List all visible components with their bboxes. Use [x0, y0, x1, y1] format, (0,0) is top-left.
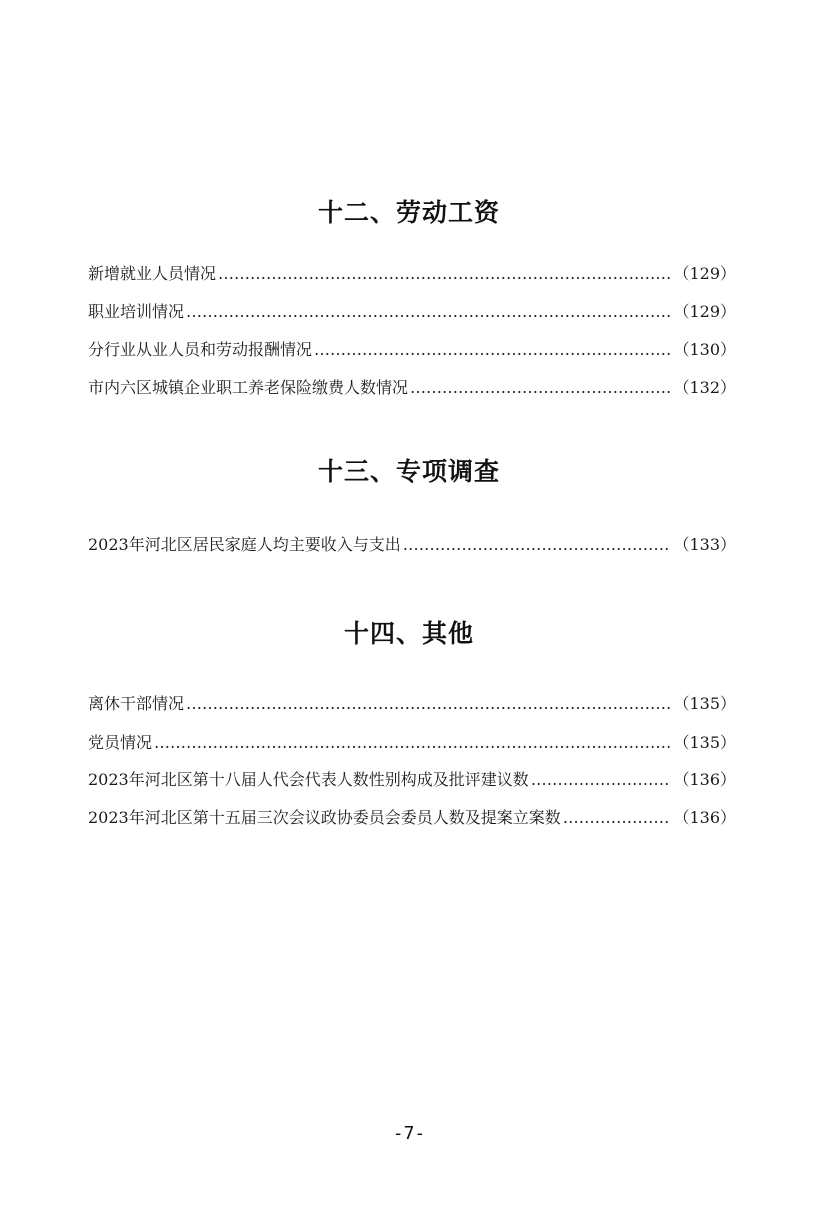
toc-entry-label: 新增就业人员情况 [88, 264, 217, 283]
toc-entry-page: （135） [673, 694, 736, 713]
toc-leader-dots [186, 692, 671, 716]
toc-entry-page: （132） [673, 378, 736, 397]
section-title-labor-wages: 十二、劳动工资 [317, 198, 500, 227]
toc-entry-page: （136） [673, 808, 736, 827]
toc-entry-label: 2023年河北区居民家庭人均主要收入与支出 [88, 535, 401, 554]
toc-leader-dots [218, 262, 671, 286]
toc-leader-dots [314, 338, 671, 362]
toc-leader-dots [154, 731, 671, 755]
page-number: -7- [392, 1123, 426, 1144]
toc-entry-label: 市内六区城镇企业职工养老保险缴费人数情况 [88, 378, 409, 397]
section-title-other: 十四、其他 [343, 619, 474, 648]
toc-entry[interactable] [88, 533, 736, 557]
toc-entry-label: 2023年河北区第十八届人代会代表人数性别构成及批评建议数 [88, 770, 529, 789]
toc-entry-label: 职业培训情况 [88, 302, 185, 321]
section-title-special-survey: 十三、专项调查 [317, 457, 500, 486]
toc-leader-dots [410, 376, 671, 400]
toc-entry[interactable] [88, 338, 736, 362]
toc-leader-dots [531, 768, 672, 792]
toc-entry-page: （135） [673, 733, 736, 752]
toc-entry-label: 党员情况 [88, 733, 153, 752]
toc-entry-label: 分行业从业人员和劳动报酬情况 [88, 340, 313, 359]
toc-entry[interactable] [88, 262, 736, 286]
toc-leader-dots [186, 300, 671, 324]
toc-entry-page: （129） [673, 302, 736, 321]
toc-entry-page: （130） [673, 340, 736, 359]
toc-entry[interactable] [88, 731, 736, 755]
toc-entry[interactable] [88, 806, 736, 830]
toc-entry-page: （136） [673, 770, 736, 789]
toc-entry[interactable] [88, 300, 736, 324]
toc-entry-label: 2023年河北区第十五届三次会议政协委员会委员人数及提案立案数 [88, 808, 561, 827]
toc-entry[interactable] [88, 768, 736, 792]
toc-entry[interactable] [88, 692, 736, 716]
toc-leader-dots [563, 806, 672, 830]
toc-entry-page: （133） [673, 535, 736, 554]
toc-leader-dots [403, 533, 672, 557]
toc-entry-page: （129） [673, 264, 736, 283]
toc-entry[interactable] [88, 376, 736, 400]
toc-entry-label: 离休干部情况 [88, 694, 185, 713]
